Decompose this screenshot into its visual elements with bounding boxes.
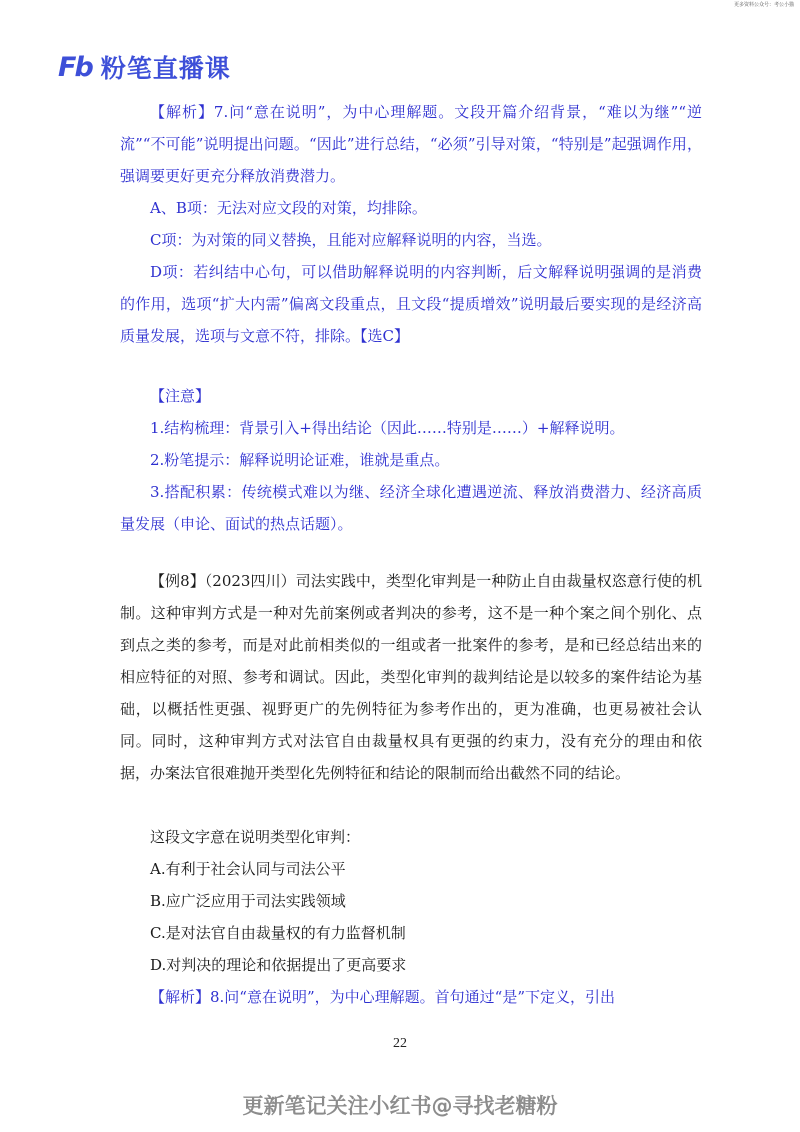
example-8-question: 这段文字意在说明类型化审判： [150,828,361,846]
logo-mark: Fb [58,51,92,83]
brand-logo [58,50,231,84]
footer-watermark: 更新笔记关注小红书@寻找老糖粉 [242,1094,558,1118]
page-number: 22 [393,1036,407,1051]
analysis-7-option-d: D项：若纠结中心句，可以借助解释说明的内容判断，后文解释说明强调的是消费的作用，选项“扩大内需”偏离文段重点，且文段“提质增效”说明最后要实现的是经济高质量发展，选项与文意不符，排除。【选C】 [120,263,702,345]
corner-note: 更多资料公众号：考公小猫 [733,2,794,8]
note-item: 3.搭配积累：传统模式难以为继、经济全球化遭遇逆流、释放消费潜力、经济高质量发展（申论、面试的热点话题）。 [120,483,702,533]
note-title: 【注意】 [150,387,211,405]
analysis-8-start: 【解析】8.问“意在说明”，为中心理解题。首句通过“是”下定义，引出 [150,988,615,1006]
note-item: 2.粉笔提示：解释说明论证难，谁就是重点。 [150,451,450,469]
example-8-stem: 【例8】（2023四川）司法实践中，类型化审判是一种防止自由裁量权恣意行使的机制。这种审判方式是一种对先前案例或者判决的参考，这不是一种个案之间个别化、点到点之类的参考，而是对此前相类似的一组或者一批案件的参考，是和已经总结出来的相应特征的对照、参考和调试。因此，类型化审判的裁判结论是以较多的案件结论为基础，以概括性更强、视野更广的先例特征为参考作出的，更为准确，也更易被社会认同。同时，这种审判方式对法官自由裁量权具有更强的约束力，没有充分的理由和依据，办案法官很难抛开类型化先例特征和结论的限制而给出截然不同的结论。 [120,572,702,782]
option-a: A.有利于社会认同与司法公平 [150,860,346,878]
option-b: B.应广泛应用于司法实践领域 [150,892,346,910]
note-item: 1.结构梳理：背景引入+得出结论（因此……特别是……）+解释说明。 [150,419,625,437]
option-c: C.是对法官自由裁量权的有力监督机制 [150,924,406,942]
analysis-7-option-c: C项：为对策的同义替换，且能对应解释说明的内容，当选。 [150,231,552,249]
logo-text: 粉笔直播课 [100,54,231,83]
option-d: D.对判决的理论和依据提出了更高要求 [150,956,407,974]
analysis-7-option-ab: A、B项：无法对应文段的对策，均排除。 [150,199,427,217]
analysis-7-intro: 【解析】7.问“意在说明”，为中心理解题。文段开篇介绍背景，“难以为继”“逆流”“不可能”说明提出问题。“因此”进行总结，“必须”引导对策，“特别是”起强调作用，强调要更好更充分释放消费潜力。 [120,103,702,185]
